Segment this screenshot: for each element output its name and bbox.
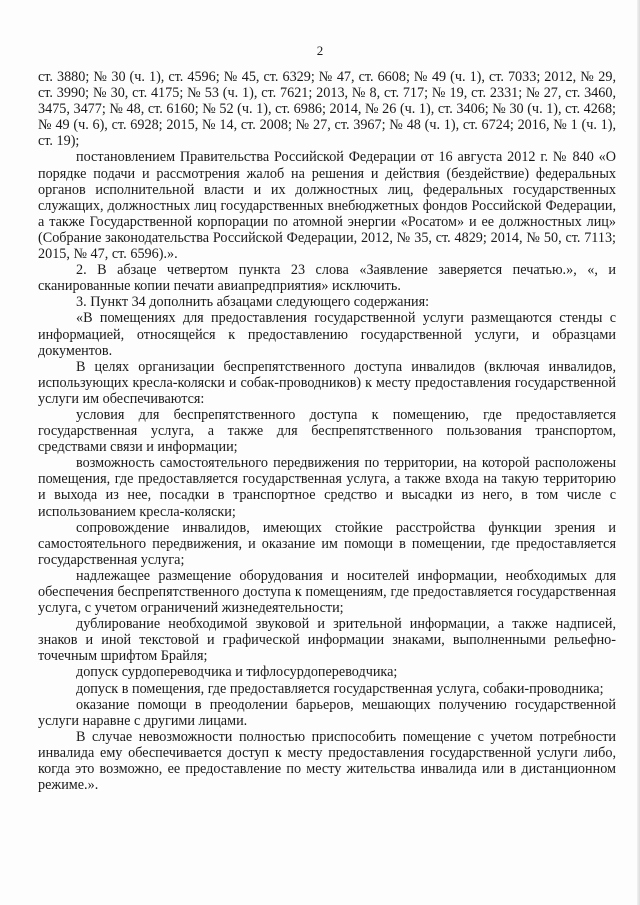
paragraph-item-2: 2. В абзаце четвертом пункта 23 слова «Заявление заверяется печатью.», «, и сканированные копии печати авиапредприятия» исключить. — [38, 262, 616, 295]
paragraph-stands: «В помещениях для предоставления государственной услуги размещаются стенды с информацией, относящейся к предоставлению государственной услуги, и образцами документов. — [38, 310, 616, 359]
paragraph-decree-840: постановлением Правительства Российской Федерации от 16 августа 2012 г. № 840 «О порядке подачи и рассмотрения жалоб на решения и действия (бездействие) федеральных органов исполнительной власти и их должностных лиц, федеральных государственных служащих, должностных лиц государственных внебюджетных фондов Российской Федерации, а также Государственной корпорации по атомной энергии «Росатом» и ее должностных лиц» (Собрание законодательства Российской Федерации, 2012, № 35, ст. 4829; 2014, № 50, ст. 7113; 2015, № 47, ст. 6596).». — [38, 149, 616, 263]
paragraph-movement: возможность самостоятельного передвижения по территории, на которой расположены помещения, где предоставляется государственная услуга, а также входа на такую территорию и выхода из нее, посадки в транспортное средство и высадки из него, в том числе с использованием кресла-коляски; — [38, 455, 616, 520]
paragraph-equipment: надлежащее размещение оборудования и носителей информации, необходимых для обеспечения беспрепятственного доступа к помещениям, где предоставляется государственная услуга, с учетом ограничений жизнедеятельности; — [38, 567, 616, 617]
paragraph-interpreter: допуск сурдопереводчика и тифлосурдопереводчика; — [76, 664, 398, 681]
paragraph-guide-dog: допуск в помещения, где предоставляется государственная услуга, собаки-проводника; — [76, 680, 604, 697]
paragraph-access-conditions: условия для беспрепятственного доступа к помещению, где предоставляется государственная услуга, а также для беспрепятственного пользования транспортом, средствами связи и информации; — [38, 406, 616, 456]
paragraph-item-3: 3. Пункт 34 дополнить абзацами следующего содержания: — [76, 294, 430, 311]
paragraph-escort: сопровождение инвалидов, имеющих стойкие расстройства функции зрения и самостоятельного передвижения, и оказание им помощи в помещении, где предоставляется государственная услуга; — [38, 519, 616, 568]
page-number: 2 — [316, 43, 324, 58]
paragraph-accessibility-intro: В целях организации беспрепятственного доступа инвалидов (включая инвалидов, использующих кресла-коляски и собак-проводников) к месту предоставления государственной услуги им обеспечиваются: — [38, 358, 616, 407]
paragraph-citations: ст. 3880; № 30 (ч. 1), ст. 4596; № 45, ст. 6329; № 47, ст. 6608; № 49 (ч. 1), ст. 7033; 2012, № 29, ст. 3990; № 30, ст. 4175; № 53 (ч. 1), ст. 7621; 2013, № 8, ст. 717; № 19, ст. 2331; № 27, ст. 3460, 3475, 3477; № 48, ст. 6160; № 52 (ч. 1), ст. 6986; 2014, № 26 (ч. 1), ст. 3406; № 30 (ч. 1), ст. 4268; № 49 (ч. 6), ст. 6928; 2015, № 14, ст. 2008; № 27, ст. 3967; № 48 (ч. 1), ст. 6724; 2016, № 1 (ч. 1), ст. 19); — [38, 69, 616, 150]
paragraph-remote: В случае невозможности полностью приспособить помещение с учетом потребности инвалида ему обеспечивается доступ к месту предоставления государственной услуги либо, когда это возможно, ее предоставление по месту жительства инвалида или в дистанционном режиме.». — [38, 728, 616, 794]
document-body — [38, 69, 616, 793]
paragraph-barriers: оказание помощи в преодолении барьеров, мешающих получению государственной услуги наравне с другими лицами. — [38, 696, 616, 729]
paragraph-braille: дублирование необходимой звуковой и зрительной информации, а также надписей, знаков и иной текстовой и графической информации знаками, выполненными рельефно-точечным шрифтом Брайля; — [38, 616, 616, 665]
